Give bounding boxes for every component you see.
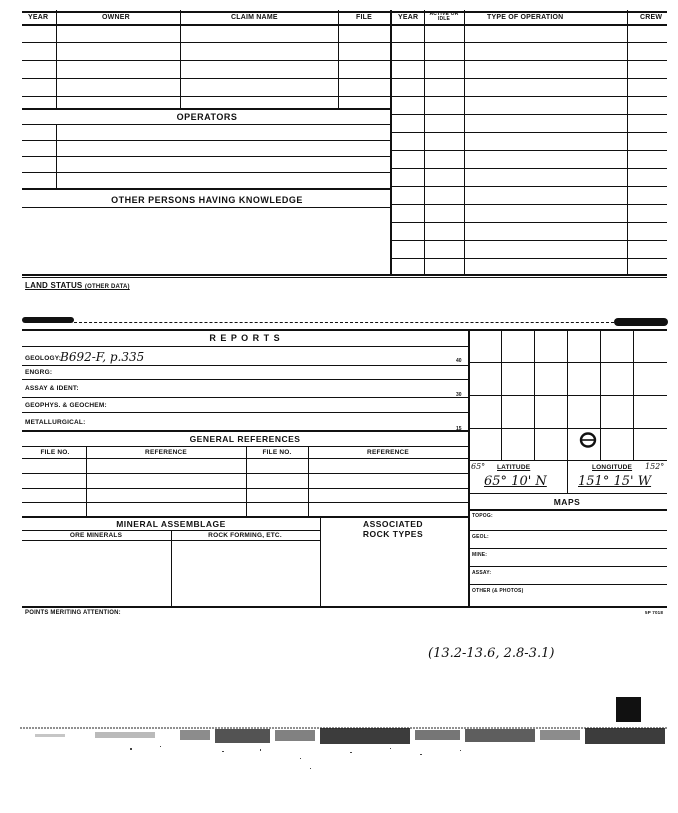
ref-col-line <box>246 446 247 516</box>
report-row-line <box>22 379 468 380</box>
land-status-text: LAND STATUS <box>25 281 83 290</box>
associated-label: ASSOCIATED <box>362 519 424 529</box>
report-row-line <box>22 365 468 366</box>
ref-header-file-no-2: FILE NO. <box>262 449 292 456</box>
ref-row-line <box>22 488 468 489</box>
maps-title-bottom <box>468 509 667 511</box>
mineral-top-border <box>22 516 468 518</box>
scan-noise-strip <box>0 718 678 778</box>
ref-header-reference: REFERENCE <box>145 449 187 456</box>
ref-header-file-no: FILE NO. <box>40 449 70 456</box>
report-label-geology: GEOLOGY: <box>25 355 62 362</box>
claims-bottom-border-2 <box>22 277 667 278</box>
maps-title: MAPS <box>553 497 581 507</box>
maps-assay: ASSAY: <box>472 570 492 576</box>
header-file: FILE <box>356 14 372 21</box>
claim-row-line <box>22 42 390 43</box>
claims-top-border <box>22 11 667 13</box>
operation-row-line <box>390 132 667 133</box>
latitude-value: 65° 10' N <box>484 474 547 489</box>
latitude-prefix: 65° <box>471 462 486 471</box>
operation-row-line <box>390 186 667 187</box>
report-label-geophys: GEOPHYS. & GEOCHEM: <box>25 402 107 409</box>
operators-header-bottom <box>22 124 390 125</box>
ref-col-line <box>86 446 87 516</box>
longitude-suffix: 152° <box>645 462 665 471</box>
grid-row <box>468 428 667 429</box>
maps-other: OTHER (& PHOTOS) <box>472 588 524 594</box>
grid-row <box>468 395 667 396</box>
smudge-right <box>614 318 668 326</box>
longitude-label: LONGITUDE <box>592 464 633 471</box>
header-year-2: YEAR <box>398 14 419 21</box>
operation-row-line <box>390 60 667 61</box>
operation-row-line <box>390 222 667 223</box>
latlong-bottom <box>468 493 667 494</box>
ref-row-line <box>22 473 468 474</box>
header-divider <box>627 10 628 275</box>
maps-row-line <box>468 584 667 585</box>
claim-col-line <box>180 24 181 108</box>
claim-row-line <box>22 60 390 61</box>
report-label-metallurgical: METALLURGICAL: <box>25 419 86 426</box>
points-meriting-label: POINTS MERITING ATTENTION: <box>25 610 121 616</box>
ore-minerals-label: ORE MINERALS <box>69 532 123 539</box>
operation-row-line <box>390 240 667 241</box>
operation-row-line <box>390 42 667 43</box>
report-num-metallurgical: 15 <box>456 426 462 432</box>
land-status-label <box>25 281 130 290</box>
right-panel-border <box>468 329 470 606</box>
operation-row-line <box>390 150 667 151</box>
report-row-line <box>22 397 468 398</box>
ref-header-reference-2: REFERENCE <box>367 449 409 456</box>
operator-row-line <box>22 140 390 141</box>
grid-row <box>468 362 667 363</box>
operation-row-line <box>390 204 667 205</box>
ref-header-bottom <box>22 458 468 459</box>
header-type-of-operation: TYPE OF OPERATION <box>487 14 564 21</box>
claim-col-line <box>338 24 339 108</box>
land-status-sub: (OTHER DATA) <box>84 284 130 290</box>
other-persons-top-line <box>22 188 390 190</box>
operator-row-line <box>22 172 390 173</box>
operation-row-line <box>390 78 667 79</box>
report-row-line <box>22 412 468 413</box>
maps-mine: MINE: <box>472 552 488 558</box>
report-row-line <box>22 430 468 432</box>
rock-types-label: ROCK TYPES <box>362 529 424 539</box>
operator-col-line <box>56 124 57 188</box>
claims-header-bottom <box>22 24 667 26</box>
reports-top-border <box>22 329 667 331</box>
reports-title-bottom <box>22 346 468 347</box>
header-owner: OWNER <box>102 14 130 21</box>
mineral-assemblage-title: MINERAL ASSEMBLAGE <box>116 519 226 529</box>
maps-geol: GEOL: <box>472 534 489 540</box>
ref-col-line <box>308 446 309 516</box>
mineral-col-line <box>320 516 321 606</box>
header-active-or-idle: ACTIVE OR IDLE <box>429 11 459 22</box>
general-references-bottom <box>22 446 468 447</box>
claim-row-line <box>22 96 390 97</box>
operator-row-line <box>22 156 390 157</box>
report-label-assay: ASSAY & IDENT: <box>25 385 79 392</box>
report-num-geology: 40 <box>456 358 462 364</box>
report-num-assay: 30 <box>456 392 462 398</box>
smudge-left <box>22 317 74 323</box>
maps-topog: TOPOG: <box>472 513 493 519</box>
location-marker-icon <box>578 431 598 449</box>
general-references-title: GENERAL REFERENCES <box>189 434 301 444</box>
report-label-engrg: ENGRG: <box>25 369 53 376</box>
claim-col-line <box>56 24 57 108</box>
handwritten-note: (13.2-13.6, 2.8-3.1) <box>428 646 555 661</box>
header-divider <box>424 10 425 275</box>
claims-bottom-border <box>22 274 667 276</box>
ref-row-line <box>22 502 468 503</box>
latitude-label: LATITUDE <box>497 464 531 471</box>
operation-row-line <box>390 114 667 115</box>
report-value-geology: B692-F, p.335 <box>60 350 145 364</box>
form-bottom-border <box>22 606 667 608</box>
form-number: 5P 7018 <box>645 610 664 615</box>
other-persons-header-bottom <box>22 207 390 208</box>
reports-top-line <box>74 322 614 323</box>
rock-forming-label: ROCK FORMING, ETC. <box>208 532 282 539</box>
longitude-value: 151° 15' W <box>578 474 652 489</box>
header-claim-name: CLAIM NAME <box>231 14 278 21</box>
maps-row-line <box>468 566 667 567</box>
header-divider <box>464 10 465 275</box>
latlong-divider <box>567 460 568 493</box>
other-persons-label: OTHER PERSONS HAVING KNOWLEDGE <box>111 195 303 205</box>
operation-row-line <box>390 168 667 169</box>
operation-row-line <box>390 258 667 259</box>
header-divider <box>56 10 57 24</box>
claim-row-line <box>22 78 390 79</box>
operators-label: OPERATORS <box>176 112 238 122</box>
operators-top-line <box>22 108 390 110</box>
header-divider <box>390 10 392 275</box>
header-divider <box>180 10 181 24</box>
header-divider <box>338 10 339 24</box>
reports-title: R E P O R T S <box>209 333 281 343</box>
maps-row-line <box>468 548 667 549</box>
mineral-col-line <box>171 530 172 606</box>
claims-section <box>22 10 667 285</box>
header-crew: CREW <box>640 14 663 21</box>
header-year: YEAR <box>28 14 49 21</box>
maps-row-line <box>468 530 667 531</box>
operation-row-line <box>390 96 667 97</box>
